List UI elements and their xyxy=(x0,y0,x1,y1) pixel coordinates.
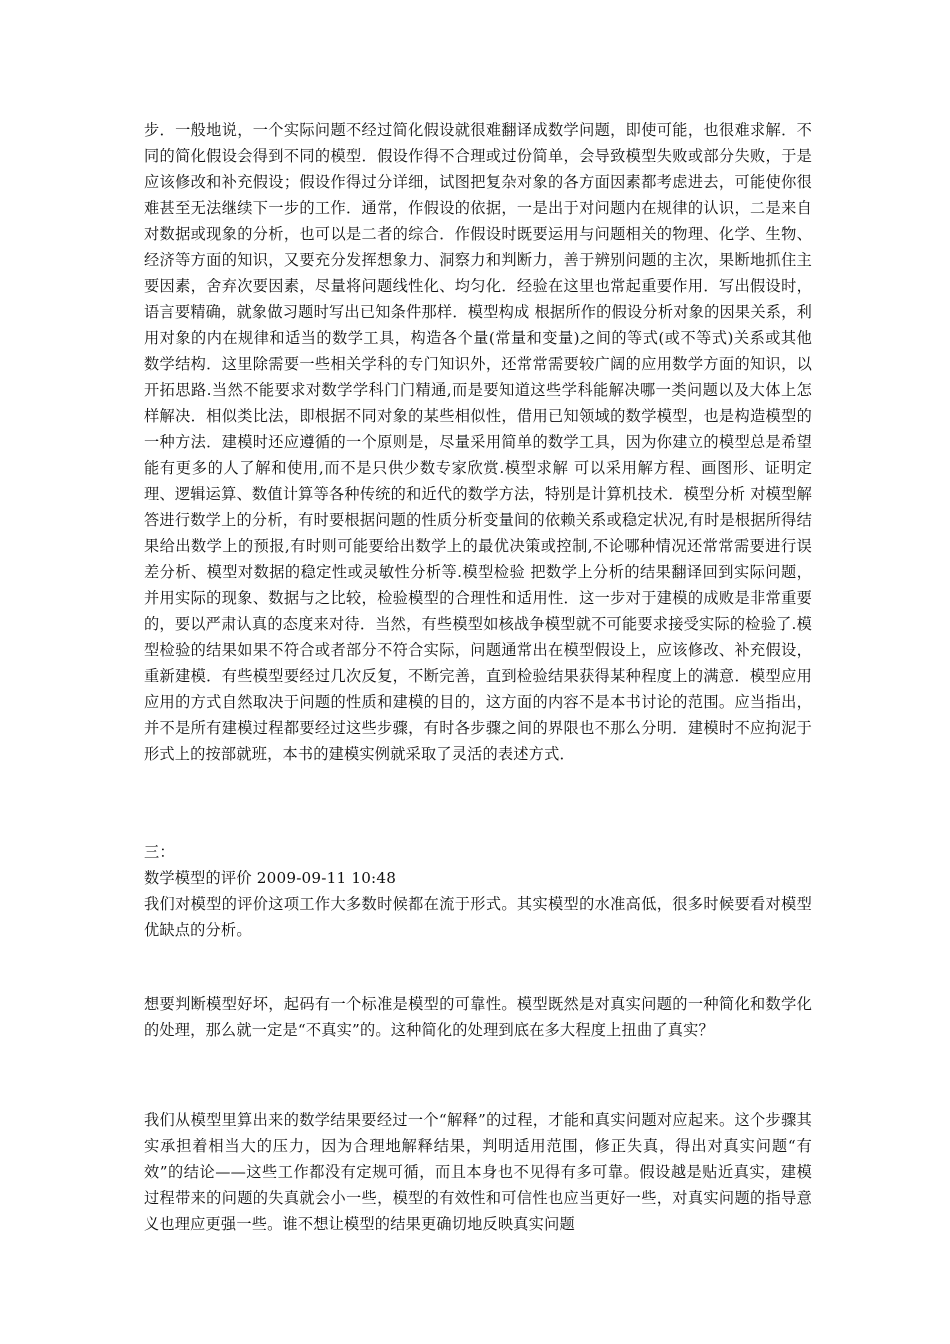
body-paragraph-interpretation: 我们从模型里算出来的数学结果要经过一个“解释”的过程，才能和真实问题对应起来。这个步骤其实承担着相当大的压力，因为合理地解释结果，判明适用范围，修正失真，得出对真实问题“有效”的结论——这些工作都没有定规可循，而且本身也不见得有多可靠。假设越是贴近真实，建模过程带来的问题的失真就会小一些，模型的有效性和可信性也应当更好一些，对真实问题的指导意义也理应更强一些。谁不想让模型的结果更确切地反映真实问题 xyxy=(144,1111,812,1233)
section-title: 数学模型的评价 2009-09-11 10:48 xyxy=(144,869,397,887)
body-paragraph-modeling-steps: 步．一般地说，一个实际问题不经过简化假设就很难翻译成数学问题，即使可能，也很难求解．不同的简化假设会得到不同的模型．假设作得不合理或过份简单，会导致模型失败或部分失败，于是应该修改和补充假设；假设作得过分详细，试图把复杂对象的各方面因素都考虑进去，可能使你很难甚至无法继续下一步的工作．通常，作假设的依据，一是出于对问题内在规律的认识，二是来自对数据或现象的分析，也可以是二者的综合．作假设时既要运用与问题相关的物理、化学、生物、经济等方面的知识，又要充分发挥想象力、洞察力和判断力，善于辨别问题的主次，果断地抓住主要因素，舍弃次要因素，尽量将问题线性化、均匀化．经验在这里也常起重要作用．写出假设时，语言要精确，就象做习题时写出已知条件那样．模型构成 根据所作的假设分析对象的因果关系，利用对象的内在规律和适当的数学工具，构造各个量(常量和变量)之间的等式(或不等式)关系或其他数学结构．这里除需要一些相关学科的专门知识外，还常常需要较广阔的应用数学方面的知识，以开拓思路.当然不能要求对数学学科门门精通,而是要知道这些学科能解决哪一类问题以及大体上怎样解决．相似类比法，即根据不同对象的某些相似性，借用已知领域的数学模型，也是构造模型的一种方法．建模时还应遵循的一个原则是，尽量采用简单的数学工具，因为你建立的模型总是希望能有更多的人了解和使用,而不是只供少数专家欣赏.模型求解 可以采用解方程、画图形、证明定理、逻辑运算、数值计算等各种传统的和近代的数学方法，特别是计算机技术．模型分析 对模型解答进行数学上的分析，有时要根据问题的性质分析变量间的依赖关系或稳定状况,有时是根据所得结果给出数学上的预报,有时则可能要给出数学上的最优决策或控制,不论哪种情况还常常需要进行误差分析、模型对数据的稳定性或灵敏性分析等.模型检验 把数学上分析的结果翻译回到实际问题，并用实际的现象、数据与之比较，检验模型的合理性和适用性．这一步对于建模的成败是非常重要的，要以严肃认真的态度来对待．当然，有些模型如核战争模型就不可能要求接受实际的检验了.模型检验的结果如果不符合或者部分不符合实际，问题通常出在模型假设上，应该修改、补充假设，重新建模．有些模型要经过几次反复，不断完善，直到检验结果获得某种程度上的满意．模型应用 应用的方式自然取决于问题的性质和建模的目的，这方面的内容不是本书讨论的范围。应当指出，并不是所有建模过程都要经过这些步骤，有时各步骤之间的界限也不那么分明．建模时不应拘泥于形式上的按部就班，本书的建模实例就采取了灵活的表述方式． xyxy=(144,121,812,763)
body-paragraph-evaluation-intro: 我们对模型的评价这项工作大多数时候都在流于形式。其实模型的水准高低，很多时候要看对模型优缺点的分析。 xyxy=(144,895,812,939)
body-paragraph-reliability: 想要判断模型好坏，起码有一个标准是模型的可靠性。模型既然是对真实问题的一种简化和数学化的处理，那么就一定是“不真实”的。这种简化的处理到底在多大程度上扭曲了真实？ xyxy=(144,995,812,1039)
section-number: 三： xyxy=(144,843,175,861)
